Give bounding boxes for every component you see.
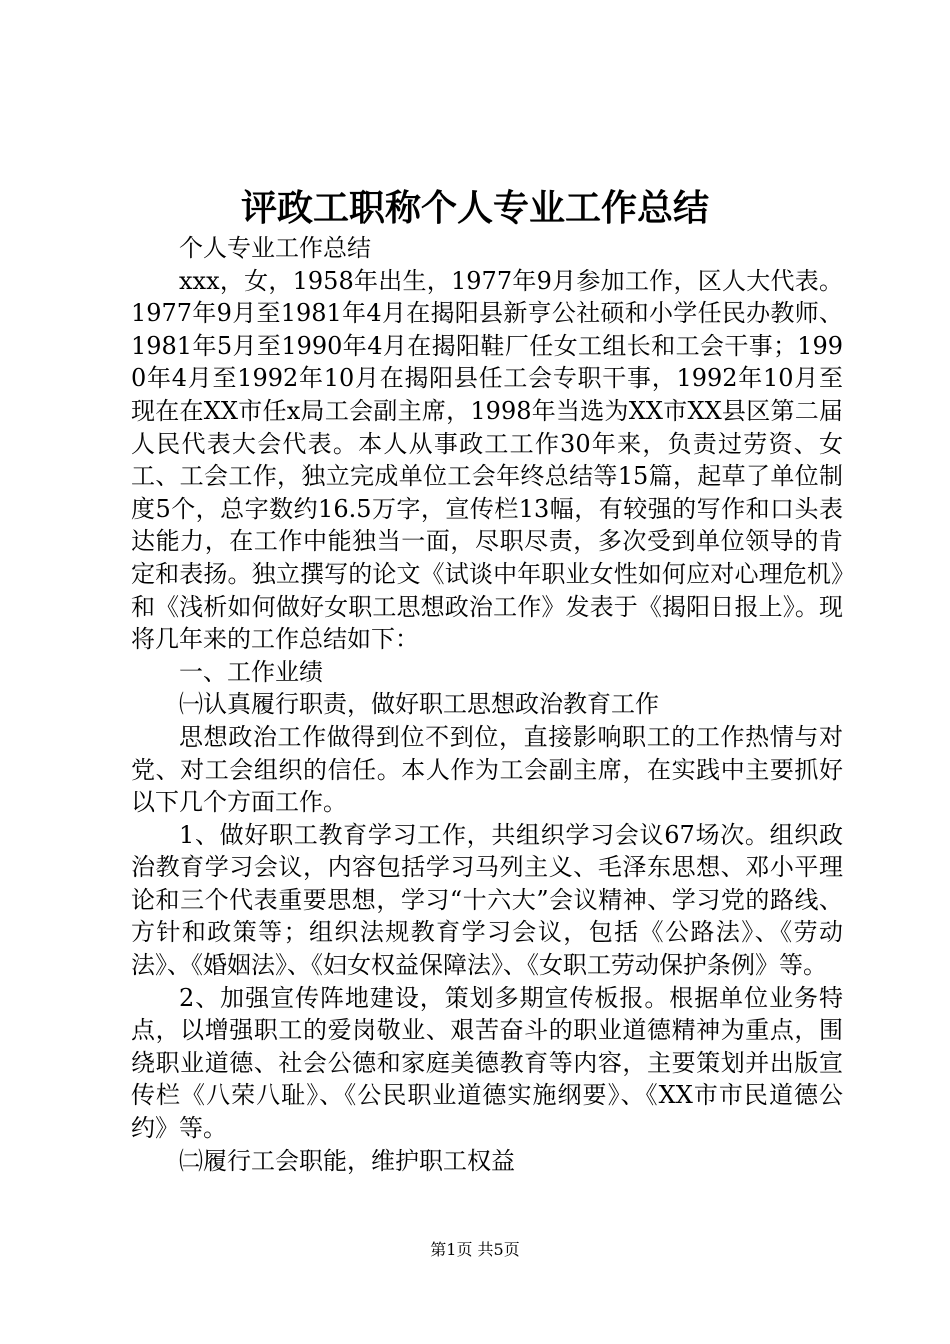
paragraph-subtitle: 个人专业工作总结: [179, 234, 371, 262]
paragraph-item-1: 1、做好职工教育学习工作，共组织学习会议67场次。组织政治教育学习会议，内容包括学习马列主义、毛泽东思想、邓小平理论和三个代表重要思想，学习“十六大”会议精神、学习党的路线、方针和政策等；组织法规教育学习会议，包括《公路法》、《劳动法》、《婚姻法》、《妇女权益保障法》、《女职工劳动保护条例》等。: [131, 820, 843, 980]
paragraph-intro: xxx，女，1958年出生，1977年9月参加工作，区人大代表。1977年9月至1981年4月在揭阳县新亨公社硕和小学任民办教师、1981年5月至1990年4月在揭阳鞋厂任女工组长和工会干事；1990年4月至1992年10月在揭阳县任工会专职干事，1992年10月至现在在XX市任x局工会副主席，1998年当选为XX市XX县区第二届人民代表大会代表。本人从事政工工作30年来，负责过劳资、女工、工会工作，独立完成单位工会年终总结等15篇，起草了单位制度5个，总字数约16.5万字，宣传栏13幅，有较强的写作和口头表达能力，在工作中能独当一面，尽职尽责，多次受到单位领导的肯定和表扬。独立撰写的论文《试谈中年职业女性如何应对心理危机》和《浅析如何做好女职工思想政治工作》发表于《揭阳日报上》。现将几年来的工作总结如下：: [131, 266, 843, 654]
page-footer: 第1页 共5页: [430, 1240, 520, 1259]
document-body: [131, 232, 843, 1177]
heading-political-education: ㈠认真履行职责，做好职工思想政治教育工作: [179, 690, 659, 719]
paragraph-item-2: 2、加强宣传阵地建设，策划多期宣传板报。根据单位业务特点，以增强职工的爱岗敬业、艰苦奋斗的职业道德精神为重点，围绕职业道德、社会公德和家庭美德教育等内容，主要策划并出版宣传栏《八荣八耻》、《公民职业道德实施纲要》、《XX市市民道德公约》等。: [131, 983, 843, 1143]
heading-work-results: 一、工作业绩: [179, 657, 323, 686]
paragraph-political-work: 思想政治工作做得到位不到位，直接影响职工的工作热情与对党、对工会组织的信任。本人作为工会副主席，在实践中主要抓好以下几个方面工作。: [131, 722, 843, 817]
heading-union-functions: ㈡履行工会职能，维护职工权益: [179, 1146, 515, 1175]
document-title: 评政工职称个人专业工作总结: [240, 187, 709, 229]
